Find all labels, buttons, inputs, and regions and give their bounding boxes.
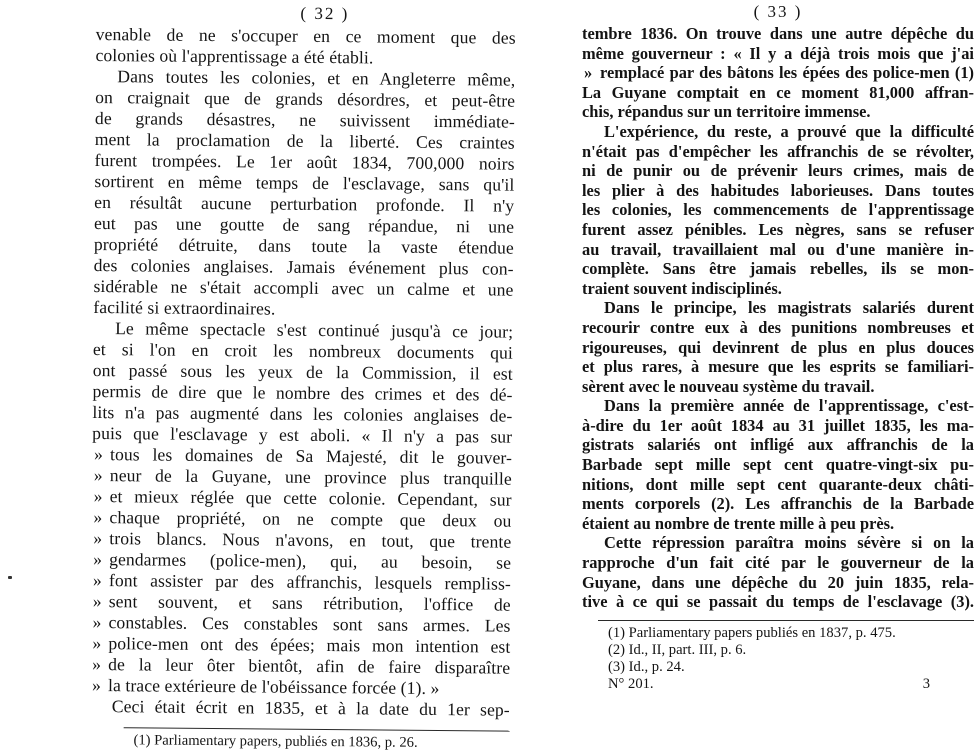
text-line: les colonies, les commencements de l'apprentissage: [582, 200, 974, 220]
text-line: sortirent en même temps de l'esclavage, sans qu'il: [94, 170, 515, 195]
text-line: complète. Sans être jamais rebelles, ils se mon-: [582, 259, 974, 279]
text-line: ni de punir ou de prévenir leurs crimes, mais de: [582, 161, 974, 181]
signature-number: N° 201.: [608, 675, 654, 692]
text-line: venable de ne s'occuper en ce moment que des: [95, 23, 516, 48]
footnotes: [608, 625, 974, 693]
page-number: ( 33 ): [753, 2, 803, 21]
quote-line: » et mieux réglée que cette colonie. Cependant, sur: [92, 486, 512, 511]
text-line: Cette répression paraîtra moins sévère si on la: [604, 533, 974, 553]
text-line: chis, répandus sur un territoire immense.: [582, 102, 871, 122]
text-line: des colonies anglaises. Jamais événement plus con-: [93, 254, 514, 279]
signature-mark: 3: [922, 675, 930, 692]
footnote-rule: [124, 727, 510, 731]
page-body: [90, 24, 516, 721]
quote-line: » tous les domaines de Sa Majesté, dit le gouver-: [92, 444, 512, 469]
text-line: et plus rares, à mesure que les esprits se familiari-: [582, 357, 974, 377]
text-line: facilité si extraordinaires.: [93, 296, 276, 319]
text-line: Le même spectacle s'est continué jusqu'à ce jour;: [115, 318, 514, 342]
footnote: (1) Parliamentary papers, publiés en 1836, p. 26.: [133, 732, 418, 751]
signature-line: [608, 676, 974, 693]
quote-line: » sent souvent, et sans rétribution, l'office de: [91, 591, 511, 616]
text-line: au travail, travaillaient mal ou d'une manière in-: [582, 239, 974, 259]
quote-line: » trois blancs. Nous n'avons, en tout, que trente: [91, 528, 511, 553]
text-line: étaient au nombre de trente mille à peu près.: [582, 513, 895, 533]
text-line: tive à ce qui se passait du temps de l'esclavage (3).: [582, 592, 974, 612]
text-line: et si l'on en croit les nombreux documents qui: [92, 338, 514, 363]
text-line: Barbade sept mille sept cent quatre-vingt-six pu-: [582, 455, 974, 475]
text-line: furent trompées. Le 1er août 1834, 700,000 noirs: [94, 149, 515, 174]
text-line: puis que l'esclavage y est aboli. « Il n'y a pas sur: [92, 422, 513, 447]
quote-line: » constables. Ces constables sont sans armes. Les: [90, 612, 510, 637]
quote-line: » police-men ont des épées; mais mon intention est: [90, 633, 510, 658]
text-line: ont passé sous les yeux de la Commission, il est: [92, 359, 513, 384]
quote-line: » chaque propriété, on ne compte que deux ou: [91, 507, 511, 532]
text-line: tembre 1836. On trouve dans une autre dépêche du: [582, 24, 974, 43]
text-line: même gouverneur : « Il y a déjà trois mois que j'ai: [582, 43, 974, 63]
text-line: en résultât aucune perturbation profonde. Il n'y: [94, 191, 515, 216]
text-line: de grands désastres, ne suivissent immédiate-: [94, 107, 516, 132]
quote-line: » remplacé par des bâtons les épées des police-men (1): [582, 63, 974, 83]
quote-line: » la trace extérieure de l'obéissance forcée (1). »: [90, 675, 510, 700]
text-line: Dans le principe, les magistrats salariés durent: [604, 298, 974, 318]
text-line: Guyane, dans une dépêche du 20 juin 1835, rela-: [582, 572, 974, 592]
quote-line: » de la leur ôter bientôt, afin de faire disparaître: [90, 654, 510, 679]
text-line: gistrats salariés ont infligé aux affranchis de la: [582, 435, 974, 455]
text-line: n'était pas d'empêcher les affranchis de se révolter,: [582, 141, 974, 161]
text-line: Ceci était écrit en 1835, et à la date du 1er sep-: [111, 696, 510, 720]
page-number: ( 32 ): [300, 3, 350, 24]
text-line: Dans toutes les colonies, et en Angleterre même,: [117, 66, 516, 90]
text-line: L'expérience, du reste, a prouvé que la difficulté: [604, 121, 974, 141]
footnote-rule: [598, 620, 974, 621]
text-line: on craignait que de grands désordres, et peut-être: [95, 86, 516, 111]
text-line: rigoureuses, qui devinrent de plus en plus douces: [582, 337, 974, 357]
text-line: nitions, dont mille sept cent quarante-deux châti-: [582, 474, 974, 494]
quote-line: » font assister par des affranchis, lesquels rempliss-: [91, 570, 511, 595]
footnote: (2) Id., II, part. III, p. 6.: [608, 641, 747, 658]
quote-line: » neur de la Guyane, une province plus tranquille: [92, 465, 512, 490]
text-line: colonies où l'apprentissage a été établi.: [95, 44, 374, 68]
footnotes: [133, 732, 509, 752]
text-line: ment la proclamation de la liberté. Ces craintes: [94, 128, 515, 153]
text-line: sidérable ne s'était accompli avec un calme et une: [93, 275, 514, 300]
text-line: à-dire du 1er août 1834 au 31 juillet 1835, les ma-: [582, 415, 974, 435]
text-line: eut pas une goutte de sang répandue, ni une: [93, 212, 515, 237]
ink-blot: [8, 576, 12, 579]
footnote: (3) Id., p. 24.: [608, 658, 685, 675]
footnote: (1) Parliamentary papers publiés en 1837, p. 475.: [608, 624, 896, 641]
right-page: [582, 0, 974, 693]
text-line: rapproche d'un fait cité par le gouverneur de la: [582, 553, 974, 573]
page-body: [582, 24, 974, 612]
text-line: lits n'a pas augmenté dans les colonies anglaises de-: [92, 401, 513, 426]
left-page: [89, 0, 516, 753]
text-line: recourir contre eux à des punitions nombreuses et: [582, 317, 974, 337]
quote-line: » gendarmes (police-men), qui, au besoin, se: [91, 549, 511, 574]
text-line: traient souvent indisciplinés.: [582, 278, 782, 298]
text-line: ments corporels (2). Les affranchis de la Barbade: [582, 494, 974, 514]
text-line: Dans la première année de l'apprentissage, c'est-: [604, 396, 974, 416]
text-line: furent assez pénibles. Les nègres, sans se refuser: [582, 219, 974, 239]
text-line: sèrent avec le nouveau système du travail.: [582, 376, 875, 396]
text-line: La Guyane comptait en ce moment 81,000 affran-: [582, 82, 974, 102]
text-line: les plier à des habitudes laborieuses. Dans toutes: [582, 180, 974, 200]
text-line: propriété détruite, dans toute la vaste étendue: [93, 233, 514, 258]
text-line: permis de dire que le nombre des crimes et des dé-: [92, 380, 513, 405]
